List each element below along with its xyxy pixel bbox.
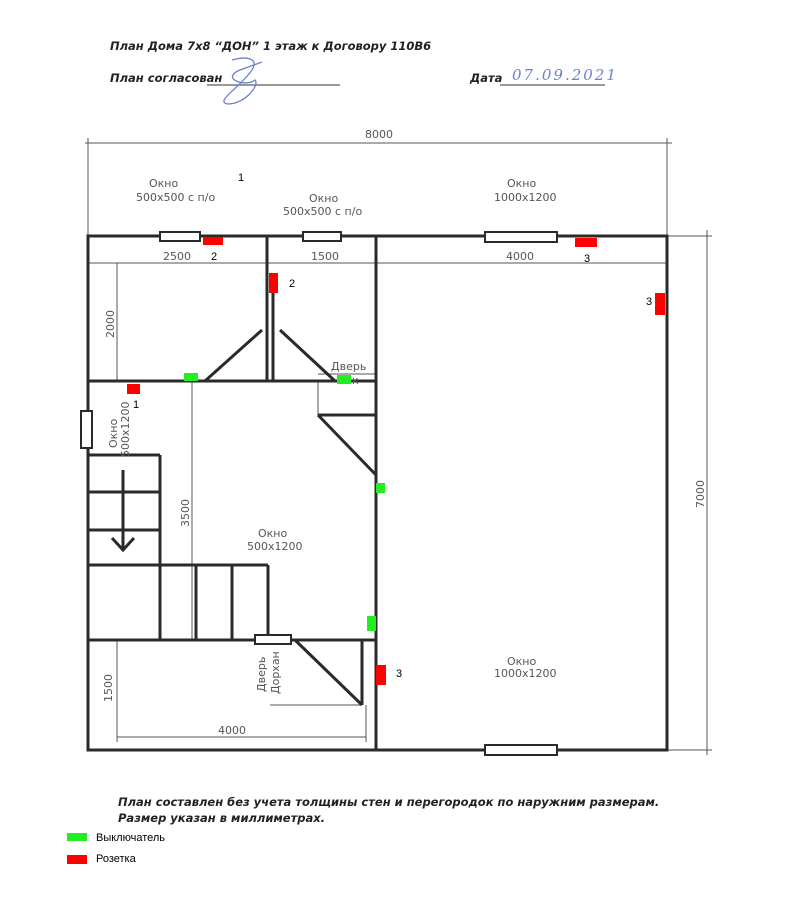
marker-number: 1 <box>238 172 245 184</box>
dim-porch-depth: 1500 <box>102 674 115 702</box>
socket-marker <box>203 237 223 245</box>
window-label: Окно <box>149 177 179 190</box>
window-label: Окно <box>258 527 288 540</box>
legend-socket-swatch <box>67 855 87 864</box>
window-symbol <box>485 745 557 755</box>
window-symbol <box>303 232 341 241</box>
window-label: Окно <box>107 418 120 448</box>
marker-number: 3 <box>584 253 591 265</box>
legend-switch-label: Выключатель <box>96 832 166 844</box>
socket-marker <box>575 238 597 247</box>
date-value: 07.09.2021 <box>512 66 618 84</box>
socket-marker <box>655 293 665 315</box>
socket-marker <box>376 665 386 685</box>
date-label: Дата <box>470 71 503 85</box>
dim-room-c-width: 4000 <box>506 250 534 263</box>
dim-porch-width: 4000 <box>218 724 246 737</box>
window-size: 500x1200 <box>247 540 303 553</box>
window-size: 1000x1200 <box>494 667 557 680</box>
stair-arrow-icon <box>112 470 134 550</box>
dimension-lines <box>85 138 712 755</box>
window-label: Окно <box>507 177 537 190</box>
socket-marker <box>127 384 140 394</box>
switch-marker <box>184 373 198 381</box>
marker-number: 2 <box>211 251 218 263</box>
socket-marker <box>269 273 278 293</box>
window-symbol <box>485 232 557 242</box>
marker-number: 2 <box>289 278 296 290</box>
signature <box>224 58 262 104</box>
legend-switch-swatch <box>67 833 87 841</box>
note-line-2: Размер указан в миллиметрах. <box>118 811 326 825</box>
marker-number: 3 <box>396 668 403 680</box>
window-label: Окно <box>309 192 339 205</box>
dim-room-b-width: 1500 <box>311 250 339 263</box>
dim-total-width: 8000 <box>365 128 393 141</box>
entrance-door-brand: Дорхан <box>269 651 282 694</box>
note-line-1: План составлен без учета толщины стен и перегородок по наружним размерам. <box>118 795 660 809</box>
window-size: 500x500 с п/о <box>136 191 216 204</box>
approved-label: План согласован <box>110 71 223 85</box>
window-size: 500x500 с п/о <box>283 205 363 218</box>
switch-marker <box>337 375 351 384</box>
switch-marker <box>376 483 385 493</box>
marker-number: 1 <box>133 399 140 411</box>
document-title: План Дома 7х8 “ДОН” 1 этаж к Договору 110В6 <box>110 39 432 53</box>
window-size: 1000x1200 <box>494 191 557 204</box>
window-symbol <box>255 635 291 644</box>
door-mark: к <box>352 374 359 387</box>
window-label: Окно <box>507 655 537 668</box>
legend-socket-label: Розетка <box>96 853 136 865</box>
dim-room-a-depth: 2000 <box>104 310 117 338</box>
window-size: 500x1200 <box>119 401 132 457</box>
marker-number: 3 <box>646 296 653 308</box>
switch-marker <box>367 616 376 631</box>
door-label: Дверь <box>331 360 367 373</box>
dim-total-depth: 7000 <box>694 480 707 508</box>
dim-room-a-width: 2500 <box>163 250 191 263</box>
window-symbol <box>81 411 92 448</box>
entrance-door-label: Дверь <box>255 656 268 692</box>
dim-hall-depth: 3500 <box>179 499 192 527</box>
window-symbol <box>160 232 200 241</box>
